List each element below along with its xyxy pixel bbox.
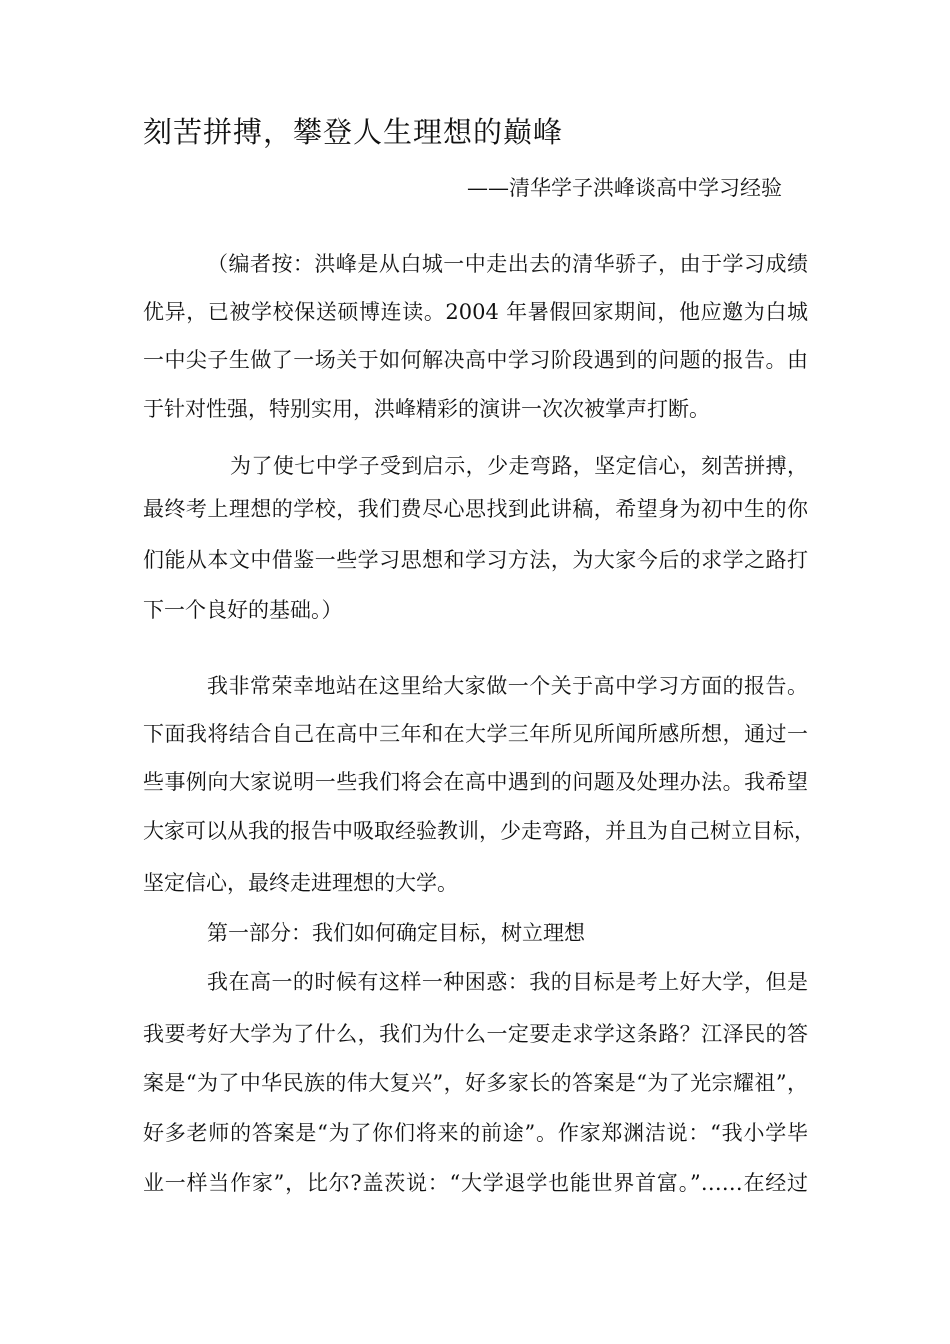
text-line: 下一个良好的基础。）: [143, 598, 343, 622]
text-line: 最终考上理想的学校，我们费尽心思找到此讲稿，希望身为初中生的你: [143, 497, 808, 521]
text-line: （编者按：洪峰是从白城一中走出去的清华骄子，由于学习成绩: [207, 252, 808, 276]
text-line: 下面我将结合自己在高中三年和在大学三年所见所闻所感所想，通过一: [143, 722, 808, 746]
text-line: 为了使七中学子受到启示，少走弯路，坚定信心，刻苦拼搏，: [230, 454, 808, 478]
text-line: 坚定信心，最终走进理想的大学。: [143, 871, 458, 895]
text-line: 案是“为了中华民族的伟大复兴”，好多家长的答案是“为了光宗耀祖”，: [143, 1071, 808, 1095]
text-line: 业一样当作家”，比尔?盖茨说：“大学退学也能世界首富。”……在经过: [143, 1171, 808, 1195]
text-line: 我要考好大学为了什么，我们为什么一定要走求学这条路？江泽民的答: [143, 1022, 808, 1046]
section-heading: 第一部分：我们如何确定目标，树立理想: [207, 921, 585, 945]
text-line: 于针对性强，特别实用，洪峰精彩的演讲一次次被掌声打断。: [143, 397, 710, 421]
text-line: 大家可以从我的报告中吸取经验教训，少走弯路，并且为自己树立目标，: [143, 819, 815, 843]
text-line: 好多老师的答案是“为了你们将来的前途”。作家郑渊洁说：“我小学毕: [143, 1121, 808, 1145]
text-line: 些事例向大家说明一些我们将会在高中遇到的问题及处理办法。我希望: [143, 770, 808, 794]
text-line: 一中尖子生做了一场关于如何解决高中学习阶段遇到的问题的报告。由: [143, 348, 808, 372]
text-line: 我在高一的时候有这样一种困惑：我的目标是考上好大学，但是: [207, 970, 808, 994]
text-line: 们能从本文中借鉴一些学习思想和学习方法，为大家今后的求学之路打: [143, 548, 808, 572]
document-subtitle: ——清华学子洪峰谈高中学习经验: [467, 176, 782, 200]
text-line: 优异，已被学校保送硕博连读。2004 年暑假回家期间，他应邀为白城: [143, 300, 808, 324]
document-title: 刻苦拼搏，攀登人生理想的巅峰: [143, 115, 564, 149]
text-line: 我非常荣幸地站在这里给大家做一个关于高中学习方面的报告。: [207, 674, 808, 698]
